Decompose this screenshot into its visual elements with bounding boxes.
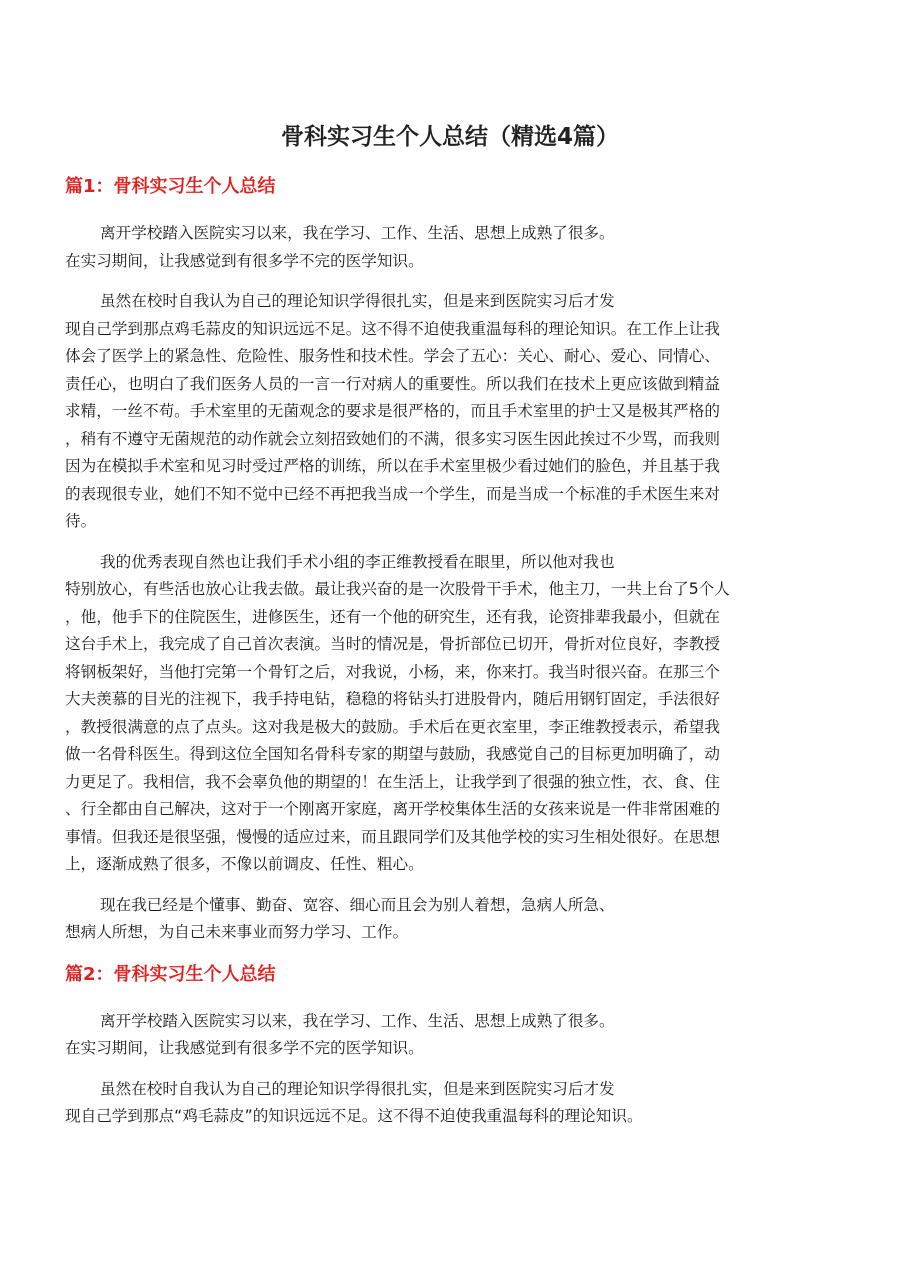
text-line: 大夫羡慕的目光的注视下，我手持电钻，稳稳的将钻头打进股骨内，随后用钢钉固定，手法很好: [65, 690, 720, 708]
text-line: 事情。但我还是很坚强，慢慢的适应过来，而且跟同学们及其他学校的实习生相处很好。在思想: [65, 827, 720, 846]
text-line: 因为在模拟手术室和见习时受过严格的训练，所以在手术室里极少看过她们的脸色，并且基于我: [65, 457, 720, 475]
text-line: ，稍有不遵守无菌规范的动作就会立刻招致她们的不满，很多实习医生因此挨过不少骂，而我则: [65, 429, 720, 448]
article-section: [65, 172, 845, 947]
text-line: 在实习期间，让我感觉到有很多学不完的医学知识。: [65, 1039, 424, 1057]
paragraph: [65, 1008, 845, 1063]
paragraph: [65, 549, 845, 879]
article-section: [65, 960, 845, 1131]
paragraph: [65, 288, 845, 536]
text-line: 现在我已经是个懂事、勤奋、宽容、细心而且会为别人着想，急病人所急、: [100, 895, 615, 914]
text-line: 离开学校踏入医院实习以来，我在学习、工作、生活、思想上成熟了很多。: [100, 224, 615, 242]
text-line: 待。: [65, 512, 97, 530]
text-line: ，教授很满意的点了点头。这对我是极大的鼓励。手术后在更衣室里，李正维教授表示，希望我: [65, 717, 720, 736]
text-line: 这台手术上，我完成了自己首次表演。当时的情况是，骨折部位已切开，骨折对位良好，李教授: [65, 635, 720, 653]
text-line: 虽然在校时自我认为自己的理论知识学得很扎实，但是来到医院实习后才发: [100, 1079, 615, 1098]
text-line: 求精，一丝不苟。手术室里的无菌观念的要求是很严格的，而且手术室里的护士又是极其严格的: [65, 402, 720, 420]
text-line: 现自己学到那点鸡毛蒜皮的知识远远不足。这不得不迫使我重温每科的理论知识。在工作上让我: [65, 319, 720, 338]
section-heading: 篇1：骨科实习生个人总结: [65, 176, 276, 197]
text-line: 做一名骨科医生。得到这位全国知名骨科专家的期望与鼓励，我感觉自己的目标更加明确了，动: [65, 745, 720, 763]
text-line: ，他，他手下的住院医生，进修医生，还有一个他的研究生，还有我，论资排辈我最小，但就在: [65, 607, 720, 626]
text-line: 现自己学到那点“鸡毛蒜皮”的知识远远不足。这不得不迫使我重温每科的理论知识。: [65, 1107, 643, 1125]
text-line: 责任心，也明白了我们医务人员的一言一行对病人的重要性。所以我们在技术上更应该做到精益: [65, 374, 720, 393]
text-line: 上，逐渐成熟了很多，不像以前调皮、任性、粗心。: [65, 855, 424, 873]
text-line: 在实习期间，让我感觉到有很多学不完的医学知识。: [65, 251, 424, 270]
section-heading: 篇2：骨科实习生个人总结: [65, 963, 276, 985]
paragraph: [65, 892, 845, 947]
text-line: 的表现很专业，她们不知不觉中已经不再把我当成一个学生，而是当成一个标准的手术医生来对: [65, 484, 720, 503]
text-line: 离开学校踏入医院实习以来，我在学习、工作、生活、思想上成熟了很多。: [100, 1011, 615, 1030]
document-body: [65, 170, 845, 1144]
text-line: 将钢板架好，当他打完第一个骨钉之后，对我说，小杨，来，你来打。我当时很兴奋。在那三个: [65, 662, 720, 681]
document-title: 骨科实习生个人总结（精选4篇）: [280, 124, 619, 150]
paragraph: [65, 220, 845, 275]
paragraph: [65, 1076, 845, 1131]
text-line: 特别放心，有些活也放心让我去做。最让我兴奋的是一次股骨干手术，他主刀，一共上台了5个人: [65, 580, 730, 598]
text-line: 我的优秀表现自然也让我们手术小组的李正维教授看在眼里，所以他对我也: [100, 552, 615, 571]
text-line: 虽然在校时自我认为自己的理论知识学得很扎实，但是来到医院实习后才发: [100, 292, 615, 310]
text-line: 想病人所想，为自己未来事业而努力学习、工作。: [65, 923, 409, 941]
text-line: 力更足了。我相信，我不会辜负他的期望的！在生活上，让我学到了很强的独立性，衣、食、住: [65, 772, 720, 791]
text-line: 、行全都由自己解决，这对于一个刚离开家庭，离开学校集体生活的女孩来说是一件非常困难的: [65, 800, 720, 818]
text-line: 体会了医学上的紧急性、危险性、服务性和技术性。学会了五心：关心、耐心、爱心、同情心、: [65, 347, 720, 365]
